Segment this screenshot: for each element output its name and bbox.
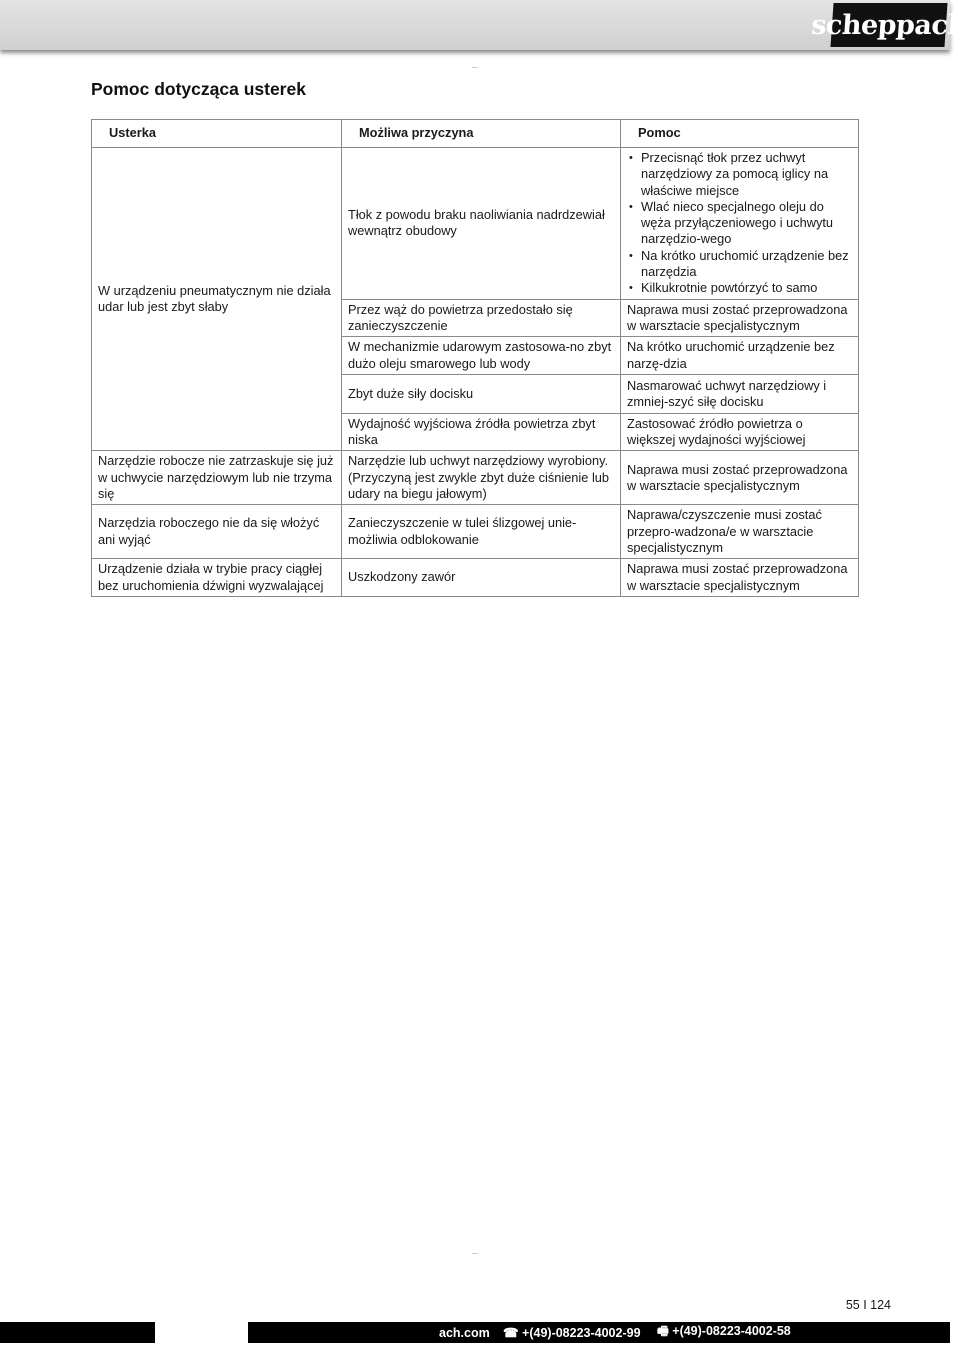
scheppach-logo: scheppach xyxy=(830,3,947,47)
footer-phone: ☎ +(49)-08223-4002-99 xyxy=(503,1326,641,1340)
troubleshooting-table xyxy=(91,119,859,597)
cause-cell: Narzędzie lub uchwyt narzędziowy wyrobiony. (Przyczyną jest zwykle zbyt duże ciśnienie lub udary na biegu jałowym) xyxy=(342,451,621,505)
footer-contact-bar xyxy=(248,1322,950,1343)
cause-cell: Przez wąż do powietrza przedostało się zanieczyszczenie xyxy=(342,299,621,337)
header-cause: Możliwa przyczyna xyxy=(342,120,621,148)
footer-bar-left xyxy=(0,1322,155,1343)
header-remedy: Pomoc xyxy=(621,120,859,148)
footer-fax: 🖷 +(49)-08223-4002-58 xyxy=(657,1324,791,1338)
fault-cell: Narzędzia roboczego nie da się włożyć ani wyjąć xyxy=(92,505,342,559)
list-item: • Przecisnąć tłok przez uchwyt narzędziowy za pomocą iglicy na właściwe miejsce xyxy=(627,150,852,199)
list-item: • Wlać nieco specjalnego oleju do węża przyłączeniowego i uchwytu narzędzio-wego xyxy=(627,199,852,248)
remedy-cell: Naprawa/czyszczenie musi zostać przepro-wadzona/e w warsztacie specjalistycznym xyxy=(621,505,859,559)
cause-cell: Tłok z powodu braku naoliwiania nadrdzewiał wewnątrz obudowy xyxy=(342,148,621,300)
remedy-cell xyxy=(621,148,859,300)
fault-cell: W urządzeniu pneumatycznym nie działa udar lub jest zbyt słaby xyxy=(92,148,342,451)
page-number: 55 I 124 xyxy=(845,1298,891,1312)
cause-cell: Wydajność wyjściowa źródła powietrza zbyt niska xyxy=(342,413,621,451)
fault-cell: Urządzenie działa w trybie pracy ciągłej bez uruchomienia dźwigni wyzwalającej xyxy=(92,559,342,597)
remedy-cell: Naprawa musi zostać przeprowadzona w warsztacie specjalistycznym xyxy=(621,299,859,337)
footer-gap xyxy=(155,1322,248,1343)
header-fault: Usterka xyxy=(92,120,342,148)
footer-website: ach.com xyxy=(439,1325,490,1340)
crop-mark xyxy=(472,1253,478,1254)
table-header-row xyxy=(92,120,859,148)
page-title: Pomoc dotycząca usterek xyxy=(91,79,306,99)
header-band xyxy=(0,0,950,50)
cause-cell: Uszkodzony zawór xyxy=(342,559,621,597)
fault-cell: Narzędzie robocze nie zatrzaskuje się już w uchwycie narzędziowym lub nie trzyma się xyxy=(92,451,342,505)
remedy-cell: Naprawa musi zostać przeprowadzona w warsztacie specjalistycznym xyxy=(621,451,859,505)
table-row xyxy=(92,451,859,505)
table-row xyxy=(92,148,859,300)
remedy-cell: Zastosować źródło powietrza o większej wydajności wyjściowej xyxy=(621,413,859,451)
cause-cell: Zanieczyszczenie w tulei ślizgowej unie-możliwia odblokowanie xyxy=(342,505,621,559)
remedy-steps-list xyxy=(627,150,852,297)
crop-mark xyxy=(472,67,478,68)
remedy-cell: Naprawa musi zostać przeprowadzona w warsztacie specjalistycznym xyxy=(621,559,859,597)
table-row xyxy=(92,559,859,597)
remedy-cell: Nasmarować uchwyt narzędziowy i zmniej-szyć siłę docisku xyxy=(621,374,859,413)
cause-cell: W mechanizmie udarowym zastosowa-no zbyt dużo oleju smarowego lub wody xyxy=(342,337,621,375)
list-item: • Na krótko uruchomić urządzenie bez narzędzia xyxy=(627,248,852,281)
remedy-cell: Na krótko uruchomić urządzenie bez narzę-dzia xyxy=(621,337,859,375)
cause-cell: Zbyt duże siły docisku xyxy=(342,374,621,413)
list-item: • Kilkukrotnie powtórzyć to samo xyxy=(627,280,852,296)
table-row xyxy=(92,505,859,559)
